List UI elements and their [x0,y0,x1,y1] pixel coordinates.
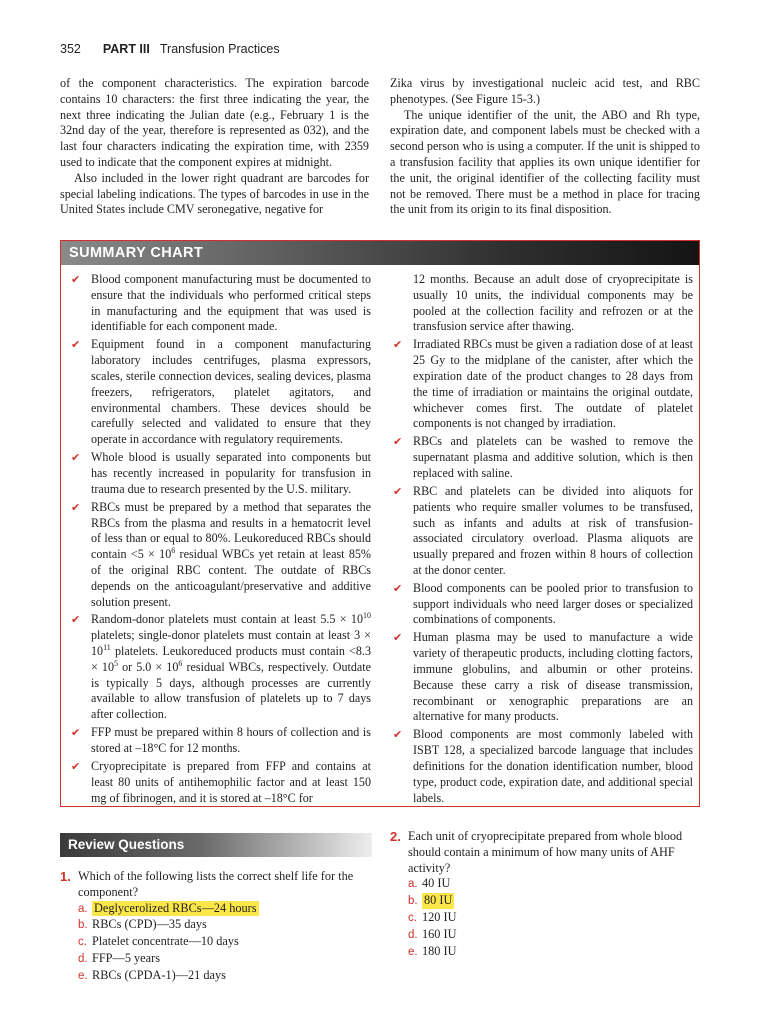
summary-column-left [69,272,371,809]
option-text: 120 IU [422,909,457,924]
part-label: PART III [102,42,150,56]
option-text-highlighted: 80 IU [424,893,453,908]
answer-option[interactable] [390,876,702,893]
summary-item: ✔ Human plasma may be used to manufacture a wide variety of therapeutic products, including clotting factors, immune globulins, and albumin or other proteins. Because these carry a risk of disease transmission, recombinant or xenographic preparations are an alternative for many products. [393,630,693,724]
check-icon: ✔ [393,631,403,645]
option-letter: d. [78,952,88,965]
running-header [60,42,280,60]
summary-chart [60,240,700,807]
option-letter: c. [78,936,87,949]
paragraph: Zika virus by investigational nucleic acid test, and RBC phenotypes. (See Figure 15-3.) [390,76,700,106]
answer-option[interactable] [390,910,702,927]
check-icon: ✔ [71,338,81,352]
option-text: Platelet concentrate—10 days [92,934,239,949]
option-text: FFP—5 years [92,950,160,965]
option-letter: c. [408,911,417,924]
option-letter: a. [408,878,418,891]
summary-item: ✔ Irradiated RBCs must be given a radiation dose of at least 25 Gy to the midplane of the canister, after which the expiration date of the product changes to 28 days from the time of irradiation or maintains the original outdate, whichever comes first. The outdate of platelet components is not changed by irradiation. [393,337,693,431]
summary-item-continuation: 12 months. Because an adult dose of cryoprecipitate is usually 10 units, the individual components may be pooled at the collection facility and refrozen or at the transfusion service after thawing. [413,272,693,334]
summary-chart-title: SUMMARY CHART [61,241,699,265]
option-letter: b. [78,919,88,932]
page-number: 352 [60,42,81,56]
check-icon: ✔ [393,338,403,352]
question-number: 1. [60,869,71,884]
summary-item: ✔ Random-donor platelets must contain at least $5.5 \times 10^{10}$ platelets; single-donor platelets must contain at least $3 \times 10^{11}$ platelets. Leukoreduced products must contain $<8.3 \times 10^5$ or $5.0 \times 10^6$ residual WBCs, respectively. Outdate is typically 5 days, although processes are currently available to allow transfusion of platelets up to 7 days after collection. [71,611,371,722]
check-icon: ✔ [393,728,403,742]
option-text: 180 IU [422,943,457,958]
option-text: 160 IU [422,926,457,941]
answer-option[interactable] [60,934,375,951]
review-question-2 [390,829,702,960]
paragraph: of the component characteristics. The expiration barcode contains 10 characters: the first three indicating the year, the next three indicating the Julian date (e.g., February 1 is the 32nd day of the year, therefore is represented as 032), and the last four characters indicating the expiration time, with 2359 used to indicate that the component expires at midnight. [60,76,369,169]
paragraph: The unique identifier of the unit, the ABO and Rh type, expiration date, and component labels must be checked with a second person who is using a computer. If the unit is shipped to a transfusion facility that applies its own unique identifier for the unit, the original identifier of the collecting facility must not be removed. There must be a method in place for tracing the unit from its origin to its final disposition. [390,107,700,217]
summary-item: ✔ Equipment found in a component manufacturing laboratory includes centrifuges, plasma expressors, scales, sterile connection devices, sealing devices, plasma freezers, refrigerators, platelet agitators, and environmental chambers. These devices should be carefully selected and validated to ensure that they operate in accordance with regulatory requirements. [71,337,371,447]
answer-option[interactable] [60,917,375,934]
summary-item: ✔ Blood components are most commonly labeled with ISBT 128, a specialized barcode language that includes definitions for the donation identification number, blood type, product code, expiration date, and additional special labels. [393,727,693,805]
answer-option[interactable] [390,944,702,961]
option-letter: e. [78,969,88,982]
check-icon: ✔ [393,435,403,449]
summary-item: ✔ Whole blood is usually separated into components but has recently increased in popularity for transfusion in trauma due to research presented by the U.S. military. [71,450,371,496]
question-text: Each unit of cryoprecipitate prepared from whole blood should contain a minimum of how many units of AHF activity? [408,829,683,875]
check-icon: ✔ [71,726,81,740]
review-question-1 [60,869,375,985]
summary-item: ✔ Cryoprecipitate is prepared from FFP and contains at least 80 units of antihemophilic factor and at least 150 mg of fibrinogen, and it is stored at –18°C for [71,759,371,805]
check-icon: ✔ [393,484,403,498]
check-icon: ✔ [71,451,81,465]
check-icon: ✔ [71,273,81,286]
option-text-highlighted: Deglycerolized RBCs—24 hours [94,900,257,915]
summary-item: ✔ FFP must be prepared within 8 hours of collection and is stored at –18°C for 12 months. [71,725,371,756]
review-questions-heading: Review Questions [60,833,372,857]
answer-option[interactable] [390,927,702,944]
section-title: Transfusion Practices [159,42,280,56]
summary-item: ✔ RBCs and platelets can be washed to remove the supernatant plasma and additive solution, which is then replaced with saline. [393,434,693,480]
option-text: RBCs (CPDA-1)—21 days [92,967,226,982]
summary-item: ✔ Blood component manufacturing must be documented to ensure that the individuals who performed critical steps in manufacturing and the equipment that was used is identifiable for each component made. [71,272,371,334]
option-letter: b. [408,895,418,908]
answer-option[interactable] [60,951,375,968]
option-text: RBCs (CPD)—35 days [92,917,207,932]
summary-item: ✔ Blood components can be pooled prior to transfusion to support individuals who need larger doses or specialized combinations of components. [393,580,693,627]
body-column-left [60,76,369,218]
option-letter: e. [408,945,418,958]
paragraph: Also included in the lower right quadrant are barcodes for special labeling indications. The types of barcodes in use in the United States include CMV seronegative, negative for [60,170,369,217]
option-letter: d. [408,928,418,941]
answer-option[interactable] [60,901,375,918]
check-icon: ✔ [393,581,403,595]
option-letter: a. [78,902,88,915]
check-icon: ✔ [71,760,81,774]
summary-item: ✔ RBCs must be prepared by a method that separates the RBCs from the plasma and results in a hematocrit level of less than or equal to 80%. Leukoreduced RBCs should contain $<5 \times 10^6$ residual WBCs yet retain at least 85% of the original RBC content. The outdate of RBCs depends on the anticoagulant/preservative and additive solution present. [71,499,371,609]
question-number: 2. [390,829,401,844]
check-icon: ✔ [71,500,81,514]
check-icon: ✔ [71,613,81,627]
body-column-right [390,76,700,218]
answer-option[interactable] [60,968,375,985]
option-text: 40 IU [422,876,451,891]
question-text: Which of the following lists the correct shelf life for the component? [78,869,354,899]
summary-column-right [391,272,693,809]
summary-item: ✔ RBC and platelets can be divided into aliquots for patients who require smaller volumes to be transfused, such as infants and adults at risk of transfusion-associated circulatory overload. Plasma aliquots are usually prepared and frozen within 8 hours of collection at the donor center. [393,483,693,577]
answer-option[interactable] [390,893,702,910]
